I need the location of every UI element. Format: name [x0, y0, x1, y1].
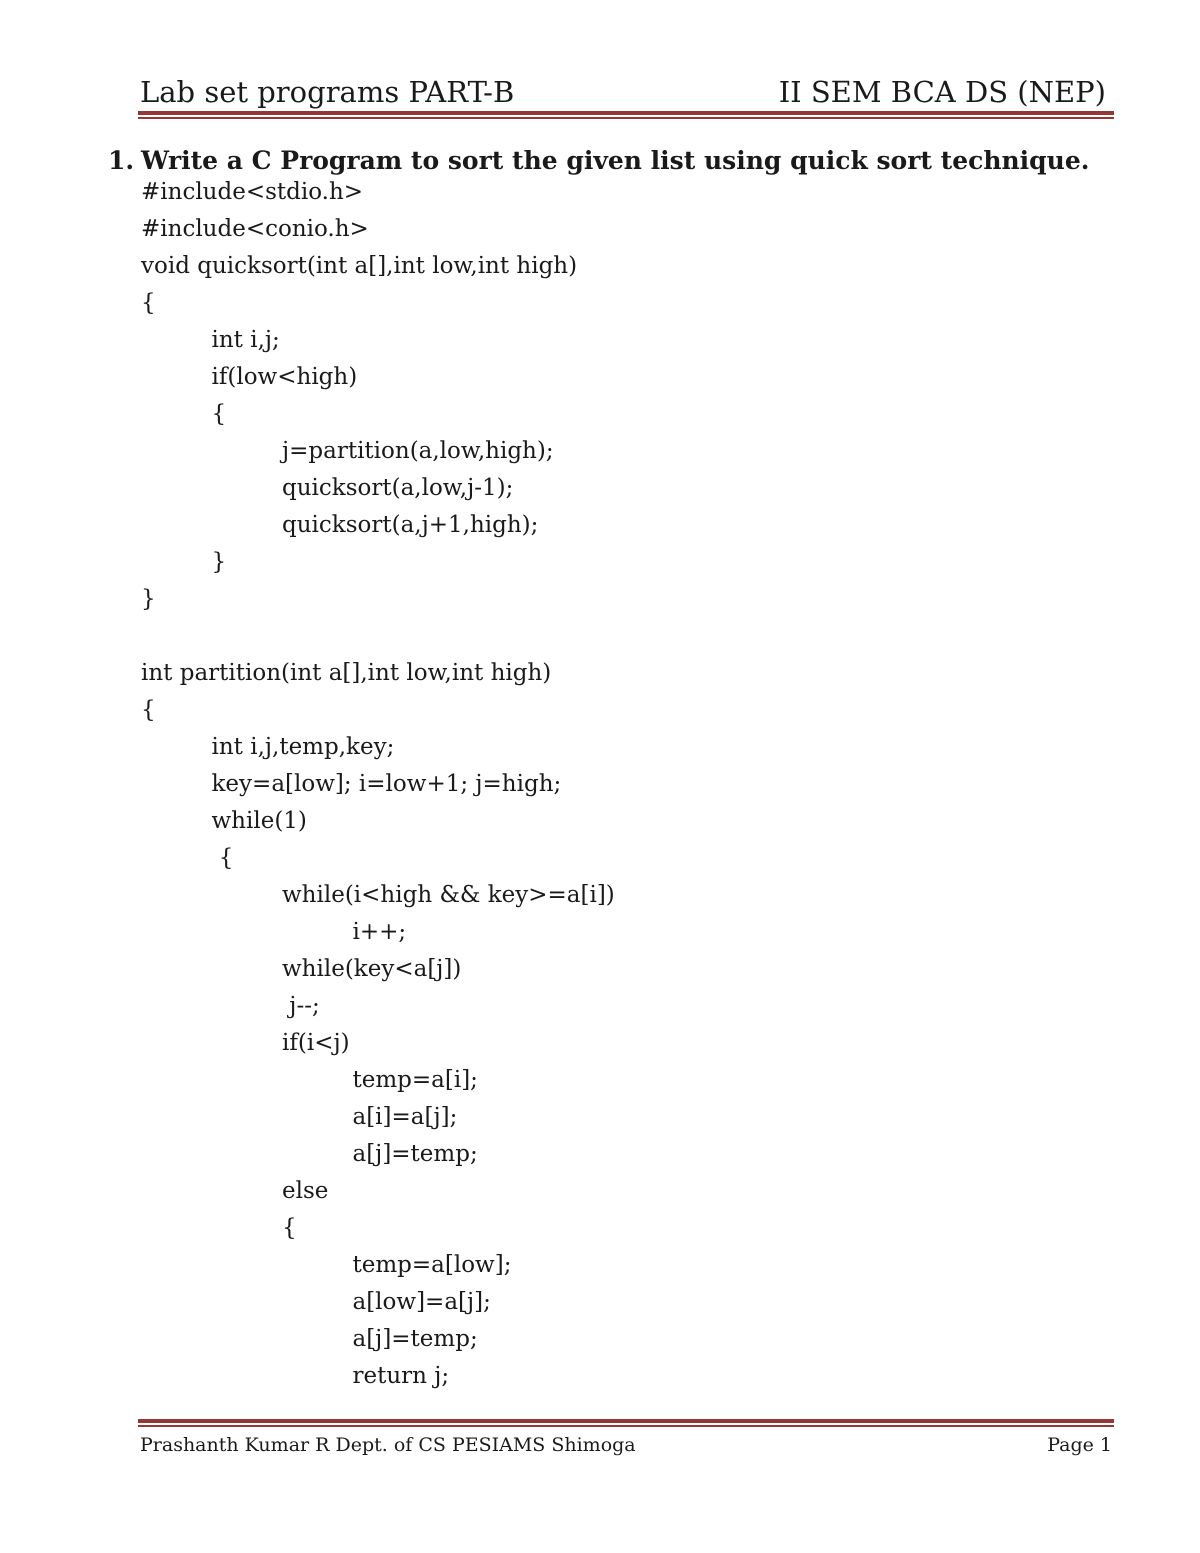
- code-line: int i,j;: [211, 327, 280, 353]
- code-line: key=a[low]; i=low+1; j=high;: [211, 771, 562, 797]
- code-line: int i,j,temp,key;: [211, 734, 395, 760]
- code-line: a[low]=a[j];: [352, 1289, 491, 1315]
- code-line: }: [141, 586, 156, 612]
- question-heading: [108, 144, 1089, 178]
- code-line: if(low<high): [211, 364, 358, 390]
- code-line: a[i]=a[j];: [352, 1104, 458, 1130]
- code-line: void quicksort(int a[],int low,int high): [141, 253, 578, 279]
- code-line: return j;: [352, 1363, 450, 1389]
- header-course: II SEM BCA DS (NEP): [778, 75, 1106, 109]
- page-footer: [140, 1430, 1112, 1460]
- header-title: Lab set programs PART-B: [140, 75, 515, 109]
- code-line: i++;: [352, 919, 407, 945]
- page-header: [140, 72, 1106, 112]
- question-text: Write a C Program to sort the given list using quick sort technique.: [141, 146, 1090, 175]
- code-line: j--;: [282, 993, 320, 1019]
- code-line: quicksort(a,low,j-1);: [282, 475, 514, 501]
- code-line: {: [141, 697, 156, 723]
- header-rule: [138, 111, 1114, 119]
- code-line: #include<conio.h>: [141, 216, 369, 242]
- question-number: 1.: [108, 146, 135, 175]
- code-line: a[j]=temp;: [352, 1141, 478, 1167]
- code-line: {: [282, 1215, 297, 1241]
- code-line: quicksort(a,j+1,high);: [282, 512, 539, 538]
- code-line: int partition(int a[],int low,int high): [141, 660, 552, 686]
- code-line: temp=a[low];: [352, 1252, 512, 1278]
- code-line: {: [211, 845, 234, 871]
- code-line: temp=a[i];: [352, 1067, 478, 1093]
- footer-rule: [138, 1419, 1114, 1427]
- code-line: while(i<high && key>=a[i]): [282, 882, 615, 908]
- code-line: {: [141, 290, 156, 316]
- code-line: while(key<a[j]): [282, 956, 462, 982]
- code-line: a[j]=temp;: [352, 1326, 478, 1352]
- footer-author: Prashanth Kumar R Dept. of CS PESIAMS Shimoga: [140, 1434, 636, 1456]
- code-line: }: [211, 549, 227, 575]
- code-line: j=partition(a,low,high);: [282, 438, 554, 464]
- code-line: else: [282, 1178, 329, 1204]
- code-line: {: [211, 401, 227, 427]
- page-number: Page 1: [1047, 1434, 1112, 1456]
- code-line: if(i<j): [282, 1030, 350, 1056]
- code-line: while(1): [211, 808, 307, 834]
- code-line: #include<stdio.h>: [141, 179, 364, 205]
